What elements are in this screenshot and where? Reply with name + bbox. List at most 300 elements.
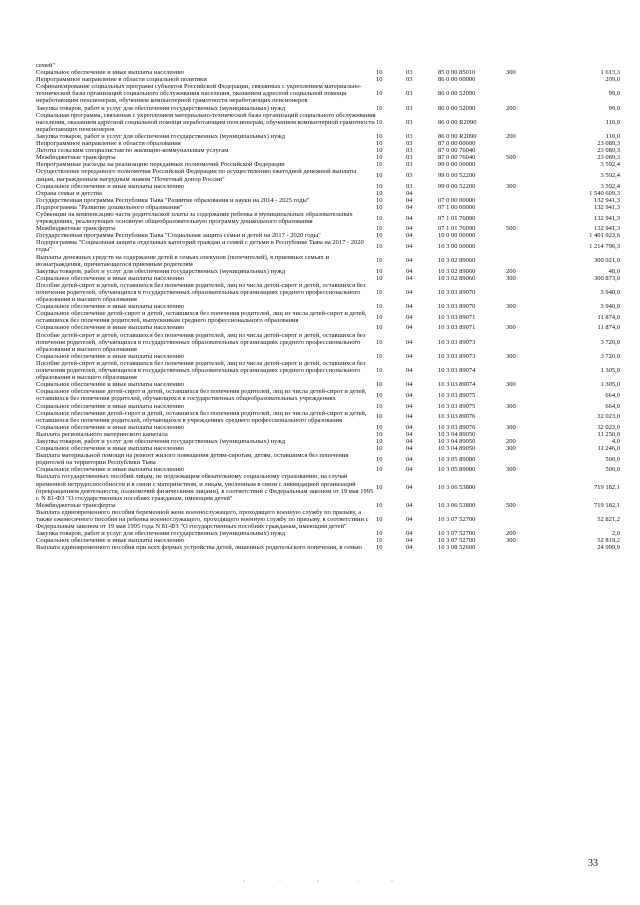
row-description: Социальное обеспечение и иные выплаты населению (36, 274, 185, 282)
table-row (36, 254, 620, 268)
table-row (36, 452, 620, 466)
row-subsection-code: 04 (406, 196, 413, 204)
row-target-article-code: 10 3 04 89050 (438, 437, 476, 445)
row-expense-type-code (506, 239, 556, 253)
table-row (36, 147, 620, 154)
row-expense-type-code (506, 332, 556, 353)
row-amount: 1 305,0 (600, 381, 620, 389)
row-section-code: 10 (376, 147, 383, 155)
row-amount: 32 023,0 (597, 423, 620, 431)
table-row (36, 324, 620, 331)
row-expense-type-code: 200 (506, 104, 516, 112)
row-section-code: 10 (376, 214, 383, 222)
row-section-code: 10 (376, 257, 383, 265)
row-expense-type-code (506, 140, 556, 147)
row-target-article-code: 07 0 00 00000 (438, 196, 476, 204)
row-section-code: 10 (376, 437, 383, 445)
row-target-article-code (438, 62, 506, 69)
row-description: Пособие детей-сирот и детей, оставшихся без попечения родителей, лиц из числа детей-сирот и детей, оставшихся без попечения родителей, обучающихся в государственных образовательных организациях среднего профессионального образования и высшего образования (36, 331, 366, 353)
row-amount: 1 540 609,3 (589, 189, 620, 197)
row-subsection-code: 03 (406, 171, 413, 179)
row-expense-type-code (506, 147, 556, 154)
table-row (36, 473, 620, 501)
row-section-code: 10 (376, 484, 383, 492)
row-target-article-code: 10 3 07 52700 (438, 530, 476, 538)
row-target-article-code: 10 3 03 89070 (438, 303, 476, 311)
row-section-code: 10 (376, 196, 383, 204)
row-subsection-code: 04 (406, 381, 413, 389)
row-description: Социальное обеспечение и иные выплаты населению (36, 182, 185, 190)
row-expense-type-code (506, 410, 556, 424)
row-amount: 3 720,0 (600, 352, 620, 360)
row-section-code: 10 (376, 501, 383, 509)
row-target-article-code: 10 3 03 89070 (438, 289, 476, 296)
row-amount: 99,0 (608, 104, 620, 112)
row-target-article-code: 10 3 07 52700 (438, 516, 476, 523)
row-amount: 32 023,0 (597, 413, 620, 421)
row-subsection-code: 03 (406, 132, 413, 140)
row-amount: 132 941,3 (594, 196, 620, 204)
row-subsection-code: 03 (406, 104, 413, 112)
table-row (36, 239, 620, 253)
row-section-code: 10 (376, 313, 383, 321)
row-subsection-code: 03 (406, 182, 413, 190)
row-section-code (376, 62, 406, 69)
table-row (36, 190, 620, 197)
row-amount: 132 941,3 (594, 214, 620, 222)
row-subsection-code (406, 62, 438, 69)
row-target-article-code: 10 3 03 89071 (438, 324, 476, 332)
table-row (36, 168, 620, 182)
row-expense-type-code: 300 (506, 274, 516, 282)
row-subsection-code: 04 (406, 530, 413, 538)
row-description: Межбюджетные трансферты (36, 154, 116, 162)
row-expense-type-code: 300 (506, 402, 516, 410)
row-target-article-code (438, 190, 506, 197)
table-row (36, 310, 620, 324)
row-target-article-code: 10 3 03 89074 (438, 381, 476, 389)
table-row (36, 268, 620, 275)
row-expense-type-code (506, 190, 556, 197)
row-subsection-code: 04 (406, 257, 413, 265)
row-description: Выплата единовременного пособия беременной жене военнослужащего, проходящего военную службу по призыву, а также ежемесячного пособия на ребенка военнослужащего, проходящего военную службу по призыву, в соответствии с Федеральным законом от 19 мая 1995 года N 81-ФЗ "О государственных пособиях гражданам, имеющим детей" (36, 508, 369, 531)
row-expense-type-code (506, 62, 556, 69)
row-amount: 300 921,0 (594, 257, 620, 265)
row-description: Социальное обеспечение и иные выплаты населению (36, 537, 185, 545)
table-row (36, 105, 620, 112)
budget-document (36, 62, 620, 551)
row-description: Выплата регионального материнского капитала (36, 430, 168, 438)
row-expense-type-code: 200 (506, 530, 516, 538)
row-description: Социальное обеспечение детей-сирот и детей, оставшихся без попечения родителей, лиц из числа детей-сирот и детей, оставшихся без попечения родителей, выпускникам среднего профессионального образования (36, 310, 367, 325)
row-description: Социальное обеспечение детей-сирот и детей, оставшихся без попечения родителей, лиц из числа детей-сирот и детей, оставшихся без попечения родителей, обучающихся в учреждениях среднего профессионального образования (36, 409, 367, 424)
row-description: Выплата государственных пособий лицам, не подлежащим обязательному социальному страхованию, на случай временной нетрудоспособности и в связи с материнством, и лицам, уволенным в связи с ликвидацией организаций (прекращением деятельности, полномочий физическими лицами), в соответствии с Федеральным законом от 19 мая 1995 г. N 81-ФЗ "О государственных пособиях гражданам, имеющим детей" (36, 473, 374, 502)
row-target-article-code: 86 0 00 52090 (438, 90, 476, 98)
row-description: Социальное обеспечение и иные выплаты населению (36, 69, 185, 77)
table-row (36, 410, 620, 424)
row-subsection-code: 03 (406, 118, 413, 126)
row-section-code: 10 (376, 445, 383, 453)
row-amount (556, 62, 620, 69)
row-subsection-code: 04 (406, 367, 413, 375)
row-target-article-code: 10 3 03 89073 (438, 352, 476, 360)
row-amount: 3 940,0 (600, 289, 620, 296)
row-expense-type-code (506, 112, 556, 133)
row-amount: 500,0 (605, 455, 620, 463)
row-subsection-code: 04 (406, 232, 413, 240)
row-description: Закупка товаров, работ и услуг для обеспечения государственных (муниципальных) нужд (36, 437, 286, 445)
row-target-article-code: 99 0 00 00000 (438, 161, 476, 169)
row-amount: 209,0 (605, 76, 620, 84)
row-description: Социальное обеспечение и иные выплаты населению (36, 402, 185, 410)
row-target-article-code: 86 0 00 00000 (438, 76, 476, 84)
row-section-code: 10 (376, 118, 383, 126)
row-subsection-code: 04 (406, 324, 413, 332)
row-target-article-code: 10 3 03 89073 (438, 338, 476, 346)
row-section-code: 10 (376, 69, 383, 77)
row-amount: 11 246,0 (597, 445, 620, 453)
row-amount: 664,0 (605, 391, 620, 399)
row-description: Непрограммные расходы на реализацию переданных полномочий Российской Федерации (36, 161, 285, 169)
table-row (36, 282, 620, 303)
row-expense-type-code (506, 211, 556, 225)
row-expense-type-code (506, 388, 556, 402)
table-row (36, 424, 620, 431)
row-description: Непрограммное направление в области социальной политики (36, 76, 207, 84)
row-subsection-code: 04 (406, 313, 413, 321)
row-subsection-code: 04 (406, 267, 413, 275)
row-expense-type-code: 300 (506, 445, 516, 453)
row-section-code: 10 (376, 516, 383, 523)
row-target-article-code: 99 0 00 52200 (438, 182, 476, 190)
row-expense-type-code (506, 161, 556, 168)
row-subsection-code: 04 (406, 303, 413, 311)
row-description: Социальное обеспечение и иные выплаты населению (36, 381, 185, 389)
row-description: Льготы сельским специалистам по жилищно-коммунальным услугам (36, 147, 229, 155)
row-expense-type-code (506, 473, 556, 501)
row-expense-type-code (506, 197, 556, 204)
row-expense-type-code: 300 (506, 537, 516, 545)
budget-table (36, 62, 620, 551)
row-section-code: 10 (376, 324, 383, 332)
row-section-code: 10 (376, 537, 383, 545)
row-description: Подпрограмма "Развитие дошкольного образования" (36, 203, 183, 211)
row-section-code: 10 (376, 154, 383, 162)
row-target-article-code: 10 0 00 00000 (438, 232, 476, 240)
row-description: Выплаты денежных средств на содержание детей в семьях опекунов (попечителей), в приемных семьях и вознаграждения, причитающегося приемным родителям (36, 253, 329, 268)
row-target-article-code: 87 0 00 76040 (438, 147, 476, 155)
row-amount: 11 874,0 (597, 313, 620, 321)
table-row (36, 211, 620, 225)
row-expense-type-code: 300 (506, 324, 516, 332)
row-subsection-code: 04 (406, 214, 413, 222)
table-row (36, 204, 620, 211)
row-target-article-code: 10 3 04 89050 (438, 430, 476, 438)
row-description: Выплата единовременного пособия при всех формах устройства детей, лишенных родительского попечения, в семью (36, 544, 362, 552)
row-target-article-code: 07 1 01 76090 (438, 225, 476, 233)
row-amount: 48,0 (608, 267, 620, 275)
row-section-code: 10 (376, 544, 383, 552)
page-number: 33 (588, 858, 598, 869)
row-description: Социальное обеспечение и иные выплаты населению (36, 466, 185, 474)
row-expense-type-code: 300 (506, 352, 516, 360)
row-target-article-code: 10 3 03 89074 (438, 367, 476, 375)
budget-table-body (36, 62, 620, 551)
row-section-code: 10 (376, 232, 383, 240)
row-section-code: 10 (376, 203, 383, 211)
table-row (36, 161, 620, 168)
row-amount: 52 821,2 (597, 516, 620, 523)
row-subsection-code: 04 (406, 516, 413, 523)
table-row (36, 133, 620, 140)
table-row (36, 381, 620, 388)
table-row (36, 466, 620, 473)
row-expense-type-code (506, 204, 556, 211)
row-target-article-code: 85 0 00 85010 (438, 69, 476, 77)
row-section-code: 10 (376, 189, 383, 197)
row-expense-type-code (506, 360, 556, 381)
row-section-code: 10 (376, 104, 383, 112)
row-amount: 500,0 (605, 466, 620, 474)
row-section-code: 10 (376, 423, 383, 431)
table-row (36, 388, 620, 402)
row-description: Межбюджетные трансферты (36, 501, 116, 509)
row-subsection-code: 03 (406, 76, 413, 84)
row-subsection-code: 04 (406, 423, 413, 431)
row-expense-type-code: 300 (506, 303, 516, 311)
row-amount: 132 941,3 (594, 225, 620, 233)
row-subsection-code: 04 (406, 203, 413, 211)
row-description: Закупка товаров, работ и услуг для обеспечения государственных (муниципальных) нужд (36, 104, 286, 112)
row-amount: 3 592,4 (600, 161, 620, 169)
row-section-code: 10 (376, 225, 383, 233)
row-amount: 664,0 (605, 402, 620, 410)
row-subsection-code: 04 (406, 338, 413, 346)
table-row (36, 353, 620, 360)
row-amount: 719 182,1 (594, 484, 620, 492)
row-subsection-code: 04 (406, 484, 413, 492)
table-row (36, 537, 620, 544)
row-target-article-code: 10 3 05 89080 (438, 455, 476, 463)
row-target-article-code: 10 3 02 89060 (438, 267, 476, 275)
table-row (36, 445, 620, 452)
row-description: Социальное обеспечение и иные выплаты населению (36, 303, 185, 311)
table-row (36, 112, 620, 133)
row-subsection-code: 04 (406, 544, 413, 552)
row-expense-type-code (506, 544, 556, 551)
row-section-code: 10 (376, 352, 383, 360)
row-expense-type-code (506, 168, 556, 182)
table-row (36, 530, 620, 537)
row-amount: 132 941,3 (594, 203, 620, 211)
table-row (36, 431, 620, 438)
row-description: семей" (36, 62, 55, 69)
row-expense-type-code: 500 (506, 501, 516, 509)
row-section-code: 10 (376, 289, 383, 296)
table-row (36, 544, 620, 551)
row-amount: 11 874,0 (597, 324, 620, 332)
row-expense-type-code (506, 83, 556, 104)
row-expense-type-code: 200 (506, 437, 516, 445)
row-target-article-code: 07 1 01 76090 (438, 214, 476, 222)
row-target-article-code: 10 3 02 89060 (438, 274, 476, 282)
row-target-article-code: 10 3 03 89071 (438, 313, 476, 321)
row-description: Непрограммное направление в области образования (36, 140, 181, 148)
row-expense-type-code: 300 (506, 466, 516, 474)
table-row (36, 76, 620, 83)
row-expense-type-code (506, 76, 556, 83)
row-target-article-code: 10 3 03 89076 (438, 413, 476, 421)
row-description: Государственная программа Республики Тыва "Социальная защита семьи и детей на 2017 - 2020 годы" (36, 232, 321, 240)
row-description: Закупка товаров, работ и услуг для обеспечения государственных (муниципальных) нужд (36, 267, 286, 275)
row-expense-type-code: 200 (506, 267, 516, 275)
row-target-article-code: 10 3 07 52700 (438, 537, 476, 545)
row-description: Закупка товаров, работ и услуг для обеспечения государственных (муниципальных) нужд (36, 530, 286, 538)
row-amount: 110,0 (605, 132, 620, 140)
row-target-article-code: 87 0 00 00000 (438, 140, 476, 148)
table-row (36, 438, 620, 445)
row-description: Подпрограмма "Социальная защита отдельных категорий граждан и семей с детьми в Республике Тыва на 2017 - 2020 годы" (36, 239, 364, 254)
row-description: Социальная программа, связанная с укреплением материально-технической базы организаций социального обслуживания населения, оказанием адресной социальной помощи неработающим пенсионерам, обучением компьютерной грамотности неработающих пенсионеров (36, 111, 376, 133)
row-subsection-code: 04 (406, 430, 413, 438)
row-target-article-code: 10 3 03 89076 (438, 423, 476, 431)
row-target-article-code: 10 3 04 89050 (438, 445, 476, 453)
row-amount: 719 182,1 (594, 501, 620, 509)
row-amount: 2,0 (611, 530, 620, 538)
row-description: Выплата материальной помощи на ремонт жилого помещения детям-сиротам, детям, оставшимся без попечения родителей на территории Республики Тыва (36, 452, 349, 467)
row-expense-type-code: 300 (506, 182, 516, 190)
row-expense-type-code (506, 431, 556, 438)
table-row (36, 403, 620, 410)
row-subsection-code: 04 (406, 501, 413, 509)
table-row (36, 502, 620, 509)
row-amount: 1 214 796,3 (589, 242, 620, 250)
row-description: Пособие детей-сирот и детей, оставшихся без попечения родителей, лиц из числа детей-сирот и детей, оставшихся без попечения родителей, обучающихся в государственных образовательных организациях среднего профессионального образования и высшего образования (36, 359, 366, 382)
table-row (36, 197, 620, 204)
row-expense-type-code (506, 509, 556, 530)
row-subsection-code: 04 (406, 466, 413, 474)
row-section-code: 10 (376, 413, 383, 421)
row-section-code: 10 (376, 367, 383, 375)
table-row (36, 509, 620, 530)
row-amount: 1 613,3 (600, 69, 620, 77)
row-amount: 3 592,4 (600, 171, 620, 179)
table-row (36, 232, 620, 239)
row-amount: 300 873,0 (594, 274, 620, 282)
row-description: Охрана семьи и детства (36, 189, 102, 197)
row-amount: 1 401 923,6 (589, 232, 620, 240)
table-row (36, 225, 620, 232)
row-target-article-code: 10 3 00 00000 (438, 242, 476, 250)
row-subsection-code: 04 (406, 537, 413, 545)
row-target-article-code: 10 3 08 52600 (438, 544, 476, 552)
row-description: Социальное обеспечение и иные выплаты населению (36, 352, 185, 360)
row-expense-type-code (506, 452, 556, 466)
row-subsection-code: 04 (406, 352, 413, 360)
row-amount: 3 720,0 (600, 338, 620, 346)
row-subsection-code: 04 (406, 437, 413, 445)
row-target-article-code: 10 3 05 89080 (438, 466, 476, 474)
row-description: Софинансирование социальных программ субъектов Российской Федерации, связанных с укреплением материально-технической базы организаций социального обслуживания населения, оказанием адресной социальной помощи неработающим пенсионерам, обучением компьютерной грамотности неработающих пенсионеров (36, 83, 362, 105)
table-row (36, 83, 620, 104)
row-section-code: 10 (376, 132, 383, 140)
row-amount: 99,0 (608, 90, 620, 98)
row-section-code: 10 (376, 242, 383, 250)
row-subsection-code: 04 (406, 445, 413, 453)
row-target-article-code: 87 0 00 76040 (438, 154, 476, 162)
row-subsection-code: 04 (406, 402, 413, 410)
row-amount: 110,0 (605, 118, 620, 126)
row-target-article-code: 10 3 06 53800 (438, 484, 476, 492)
row-section-code: 10 (376, 303, 383, 311)
row-section-code: 10 (376, 267, 383, 275)
row-expense-type-code (506, 254, 556, 268)
table-row (36, 303, 620, 310)
row-subsection-code: 04 (406, 242, 413, 250)
row-amount: 52 819,2 (597, 537, 620, 545)
row-amount: 3 940,0 (600, 303, 620, 311)
row-amount: 23 089,3 (597, 147, 620, 155)
row-section-code: 10 (376, 530, 383, 538)
row-section-code: 10 (376, 90, 383, 98)
row-subsection-code: 03 (406, 154, 413, 162)
row-description: Социальное обеспечение и иные выплаты населению (36, 445, 185, 453)
table-row (36, 183, 620, 190)
row-section-code: 10 (376, 338, 383, 346)
row-subsection-code: 04 (406, 274, 413, 282)
row-target-article-code: 86 0 00 R2090 (438, 132, 477, 140)
row-target-article-code: 86 0 00 52090 (438, 104, 476, 112)
row-expense-type-code: 200 (506, 132, 516, 140)
row-description: Закупка товаров, работ и услуг для обеспечения государственных (муниципальных) нужд (36, 132, 286, 140)
row-subsection-code: 03 (406, 69, 413, 77)
row-subsection-code: 03 (406, 90, 413, 98)
row-section-code: 10 (376, 391, 383, 399)
row-subsection-code: 04 (406, 455, 413, 463)
row-description: Социальное обеспечение и иные выплаты населению (36, 423, 185, 431)
row-expense-type-code (506, 232, 556, 239)
row-section-code: 10 (376, 182, 383, 190)
row-section-code: 10 (376, 402, 383, 410)
row-expense-type-code (506, 282, 556, 303)
row-expense-type-code: 500 (506, 154, 516, 162)
row-section-code: 10 (376, 430, 383, 438)
row-amount: 4,0 (611, 437, 620, 445)
row-section-code: 10 (376, 466, 383, 474)
row-description: Осуществление переданного полномочия Российской Федерации по осуществлению ежегодной денежной выплаты лицам, награжденным нагрудным знаком "Почетный донор России" (36, 168, 357, 183)
row-subsection-code: 04 (406, 189, 413, 197)
row-target-article-code: 10 3 02 89060 (438, 257, 476, 265)
row-description: Межбюджетные трансферты (36, 225, 116, 233)
row-subsection-code: 04 (406, 289, 413, 296)
row-target-article-code: 10 3 06 53800 (438, 501, 476, 509)
row-amount: 1 305,0 (600, 367, 620, 375)
table-row (36, 69, 620, 76)
row-subsection-code: 04 (406, 225, 413, 233)
row-section-code: 10 (376, 76, 383, 84)
row-amount: 3 592,4 (600, 182, 620, 190)
row-description: Субвенции на компенсацию части родительской платы за содержание ребенка в муниципальных образовательных учреждениях, реализующих основную общеобразовательную программу дошкольного образования (36, 210, 353, 226)
row-subsection-code: 04 (406, 391, 413, 399)
row-subsection-code: 04 (406, 413, 413, 421)
table-row (36, 62, 620, 69)
row-subsection-code: 03 (406, 161, 413, 169)
row-amount: 24 999,9 (597, 544, 620, 552)
row-section-code: 10 (376, 140, 383, 148)
table-row (36, 360, 620, 381)
table-row (36, 275, 620, 282)
row-expense-type-code: 300 (506, 69, 516, 77)
